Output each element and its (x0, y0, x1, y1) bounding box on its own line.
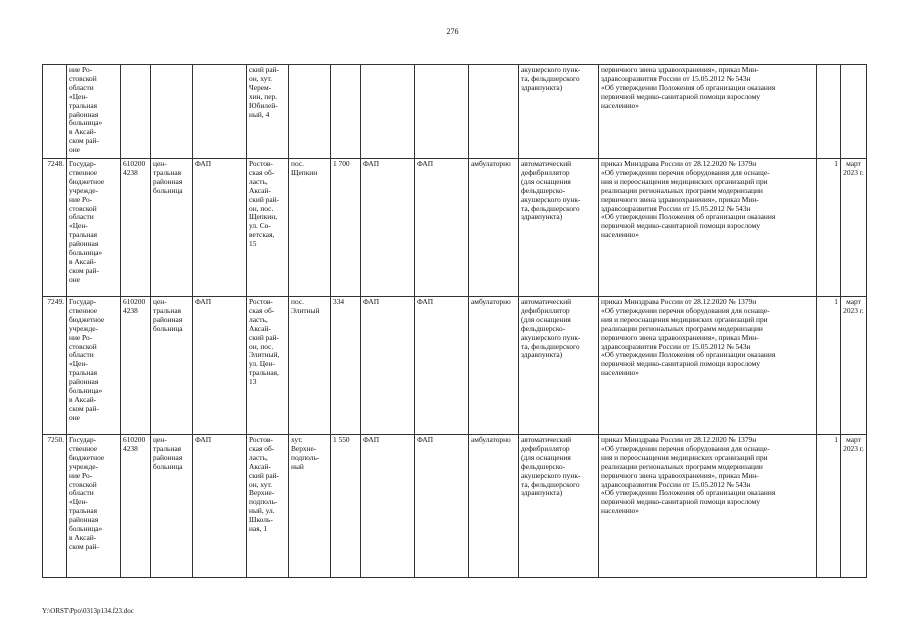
table-row-7248 (43, 159, 867, 297)
cell-division: цен- тральная районная больница (151, 435, 193, 578)
cell-unit-type (361, 65, 415, 159)
cell-unit-name: ФАП (415, 159, 469, 297)
cell-equipment: акушерского пунк- та, фельдшерского здравпункта) (519, 65, 599, 159)
cell-address: ский рай- он, хут. Черем- хин, пер. Юбилей- ный, 4 (247, 65, 289, 159)
cell-settlement: пос. Элитный (289, 297, 331, 435)
table-row-7250 (43, 435, 867, 578)
cell-division: цен- тральная районная больница (151, 297, 193, 435)
cell-address: Ростов- ская об- ласть, Аксай- ский рай- он, хут. Верхне- подполь- ный, ул. Школь- ная, 1 (247, 435, 289, 578)
cell-unit-type: ФАП (361, 297, 415, 435)
cell-type (193, 65, 247, 159)
cell-org: ние Ро- стовской области «Цен- тральная районная больница» в Аксай- ском рай- оне (67, 65, 121, 159)
cell-qty: 1 (817, 435, 841, 578)
cell-care: амбулаторно (469, 159, 519, 297)
cell-unit-name: ФАП (415, 297, 469, 435)
cell-population: 1 700 (331, 159, 361, 297)
cell-care: амбулаторно (469, 297, 519, 435)
table-row-7249 (43, 297, 867, 435)
cell-type: ФАП (193, 297, 247, 435)
cell-population: 334 (331, 297, 361, 435)
cell-equipment: автоматический дефибриллятор (для оснащения фельдшерско- акушерского пунк- та, фельдшерского здравпункта) (519, 159, 599, 297)
cell-num: 7249. (43, 297, 67, 435)
cell-unit-name (415, 65, 469, 159)
cell-code: 610200 4238 (121, 435, 151, 578)
cell-division (151, 65, 193, 159)
cell-date: март 2023 г. (841, 297, 867, 435)
cell-basis: приказ Минздрава России от 28.12.2020 № 1379н «Об утверждении перечня оборудования для оснаще- ния и переоснащения медицинских организаций при реализации региональных программ модернизации первичного звена здравоохранения», приказ Мин- здравсоцразвития России от 15.05.2012 № 543н «Об утверждении Положения об организации оказания первичной медико-санитарной помощи взрослому населению» (599, 435, 817, 578)
cell-unit-type: ФАП (361, 159, 415, 297)
cell-basis: первичного звена здравоохранения», приказ Мин- здравсоцразвития России от 15.05.2012 № 543н «Об утверждении Положения об организации оказания первичной медико-санитарной помощи взрослому населению» (599, 65, 817, 159)
cell-equipment: автоматический дефибриллятор (для оснащения фельдшерско- акушерского пунк- та, фельдшерского здравпункта) (519, 435, 599, 578)
page-number: 276 (446, 27, 459, 36)
cell-type: ФАП (193, 435, 247, 578)
cell-num (43, 65, 67, 159)
cell-code (121, 65, 151, 159)
cell-division: цен- тральная районная больница (151, 159, 193, 297)
cell-basis: приказ Минздрава России от 28.12.2020 № 1379н «Об утверждении перечня оборудования для оснаще- ния и переоснащения медицинских организаций при реализации региональных программ модернизации первичного звена здравоохранения», приказ Мин- здравсоцразвития России от 15.05.2012 № 543н «Об утверждении Положения об организации оказания первичной медико-санитарной помощи взрослому населению» (599, 297, 817, 435)
cell-settlement: пос. Щепкин (289, 159, 331, 297)
cell-settlement: хут. Верхне- подполь- ный (289, 435, 331, 578)
cell-type: ФАП (193, 159, 247, 297)
cell-settlement (289, 65, 331, 159)
cell-date: март 2023 г. (841, 159, 867, 297)
cell-population: 1 550 (331, 435, 361, 578)
cell-qty: 1 (817, 297, 841, 435)
cell-address: Ростов- ская об- ласть, Аксай- ский рай- он, пос. Щепкин, ул. Со- ветская, 15 (247, 159, 289, 297)
cell-org: Государ- ственное бюджетное учрежде- ние Ро- стовской области «Цен- тральная районная больница» в Аксай- ском рай- (67, 435, 121, 578)
footer-file-path: Y:\ORST\Ppo\0313p134.f23.doc (42, 607, 134, 615)
cell-care: амбулаторно (469, 435, 519, 578)
cell-num: 7250. (43, 435, 67, 578)
cell-unit-name: ФАП (415, 435, 469, 578)
cell-org: Государ- ственное бюджетное учрежде- ние Ро- стовской области «Цен- тральная районная больница» в Аксай- ском рай- оне (67, 297, 121, 435)
cell-num: 7248. (43, 159, 67, 297)
cell-population (331, 65, 361, 159)
cell-unit-type: ФАП (361, 435, 415, 578)
cell-code: 610200 4238 (121, 297, 151, 435)
cell-date (841, 65, 867, 159)
cell-code: 610200 4238 (121, 159, 151, 297)
cell-care (469, 65, 519, 159)
cell-date: март 2023 г. (841, 435, 867, 578)
cell-address: Ростов- ская об- ласть, Аксай- ский рай- он, пос. Элитный, ул. Цен- тральная, 13 (247, 297, 289, 435)
table-row-continued (43, 65, 867, 159)
cell-qty (817, 65, 841, 159)
cell-org: Государ- ственное бюджетное учрежде- ние Ро- стовской области «Цен- тральная районная больница» в Аксай- ском рай- оне (67, 159, 121, 297)
cell-equipment: автоматический дефибриллятор (для оснащения фельдшерско- акушерского пунк- та, фельдшерского здравпункта) (519, 297, 599, 435)
registry-table (42, 64, 867, 578)
cell-basis: приказ Минздрава России от 28.12.2020 № 1379н «Об утверждении перечня оборудования для оснаще- ния и переоснащения медицинских организаций при реализации региональных программ модернизации первичного звена здравоохранения», приказ Мин- здравсоцразвития России от 15.05.2012 № 543н «Об утверждении Положения об организации оказания первичной медико-санитарной помощи взрослому населению» (599, 159, 817, 297)
cell-qty: 1 (817, 159, 841, 297)
